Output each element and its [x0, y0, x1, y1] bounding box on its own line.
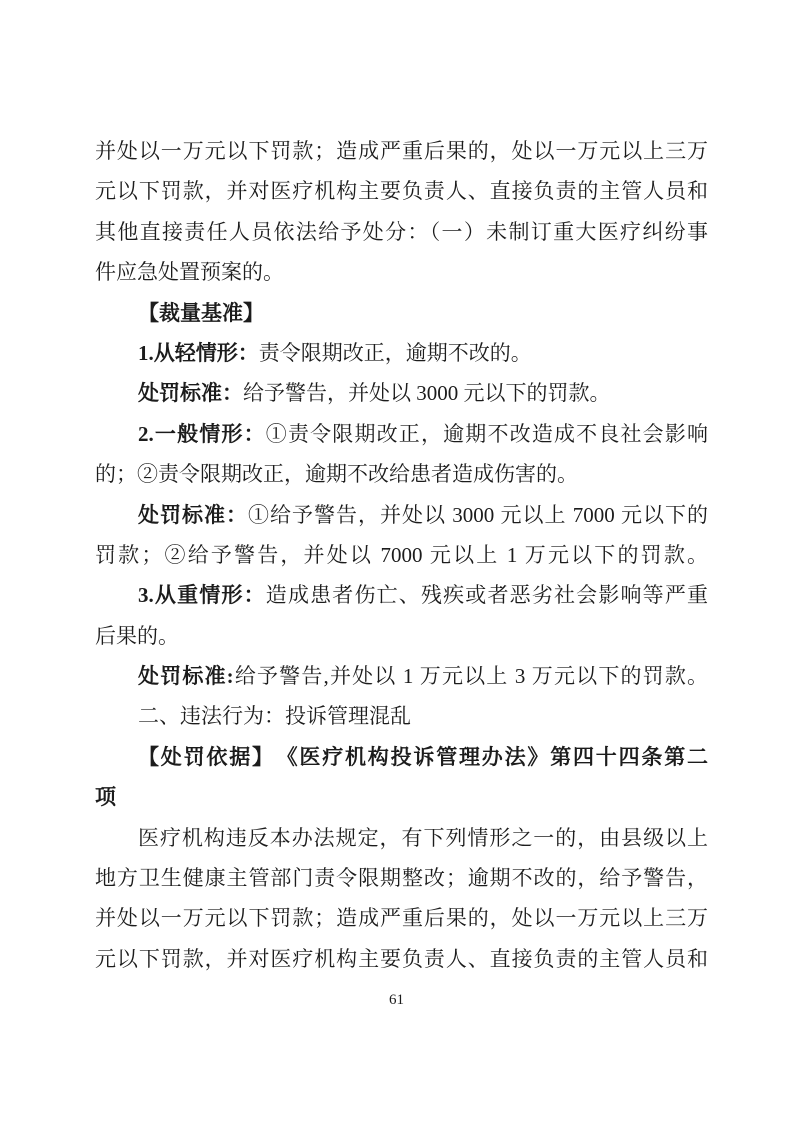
- body-text: 给予警告，并处以 3000 元以下的罚款。: [243, 381, 611, 406]
- body-text: 造成患者伤亡、残疾或者恶劣社会影响等严重: [265, 583, 709, 608]
- bold-text: 【裁量基准】: [138, 300, 264, 325]
- body-text: 给予警告,并处以 1 万元以上 3 万元以下的罚款。: [233, 664, 708, 689]
- text-line: [95, 616, 708, 656]
- body-text: 元以下罚款，并对医疗机构主要负责人、直接负责的主管人员和: [95, 179, 708, 204]
- body-text: 地方卫生健康主管部门责令限期整改；逾期不改的，给予警告，: [95, 866, 708, 891]
- body-text: 件应急处置预案的。: [95, 260, 284, 285]
- body-text: 的；②责令限期改正，逾期不改给患者造成伤害的。: [95, 462, 578, 487]
- bold-text: 2.一般情形：: [138, 421, 266, 446]
- text-line: [95, 454, 708, 494]
- text-line: [95, 818, 708, 858]
- bold-text: 项: [95, 785, 116, 810]
- text-line: [95, 131, 708, 171]
- body-text: 元以下罚款，并对医疗机构主要负责人、直接负责的主管人员和: [95, 946, 708, 971]
- body-text: 医疗机构违反本办法规定，有下列情形之一的，由县级以上: [138, 825, 708, 850]
- text-line: [95, 333, 708, 373]
- bold-text: 处罚标准：: [138, 381, 243, 406]
- text-line: [95, 656, 708, 696]
- text-line: [95, 171, 708, 211]
- body-text: 并处以一万元以下罚款；造成严重后果的，处以一万元以上三万: [95, 906, 708, 931]
- body-text: 其他直接责任人员依法给予处分：（一）未制订重大医疗纠纷事: [95, 219, 708, 244]
- text-line: [95, 575, 708, 615]
- bold-text: 处罚标准:: [138, 664, 234, 689]
- text-line: [95, 373, 708, 413]
- text-line: [95, 737, 708, 777]
- body-text: 二、违法行为：投诉管理混乱: [138, 704, 411, 729]
- body-text: ①给予警告，并处以 3000 元以上 7000 元以下的: [248, 502, 708, 527]
- text-line: [95, 293, 708, 333]
- text-line: [95, 252, 708, 292]
- text-line: [95, 939, 708, 979]
- bold-text: 3.从重情形：: [138, 583, 266, 608]
- text-line: [95, 898, 708, 938]
- text-line: [95, 696, 708, 736]
- page-number: 61: [389, 992, 404, 1008]
- text-line: [95, 414, 708, 454]
- document-body: [95, 131, 708, 979]
- body-text: 后果的。: [95, 623, 179, 648]
- text-line: [95, 212, 708, 252]
- bold-text: 《医疗机构投诉管理办法》第四十四条第二: [264, 744, 709, 769]
- text-line: [95, 777, 708, 817]
- text-line: [95, 495, 708, 535]
- body-text: 责令限期改正，逾期不改的。: [258, 340, 532, 365]
- body-text: 罚款；②给予警告，并处以 7000 元以上 1 万元以下的罚款。: [95, 542, 708, 567]
- body-text: 并处以一万元以下罚款；造成严重后果的，处以一万元以上三万: [95, 139, 708, 163]
- bold-text: 1.从轻情形：: [138, 340, 259, 365]
- text-line: [95, 858, 708, 898]
- bold-text: 【处罚依据】: [138, 744, 265, 769]
- bold-text: 处罚标准：: [138, 502, 248, 527]
- text-line: [95, 535, 708, 575]
- body-text: ①责令限期改正，逾期不改造成不良社会影响: [265, 421, 709, 446]
